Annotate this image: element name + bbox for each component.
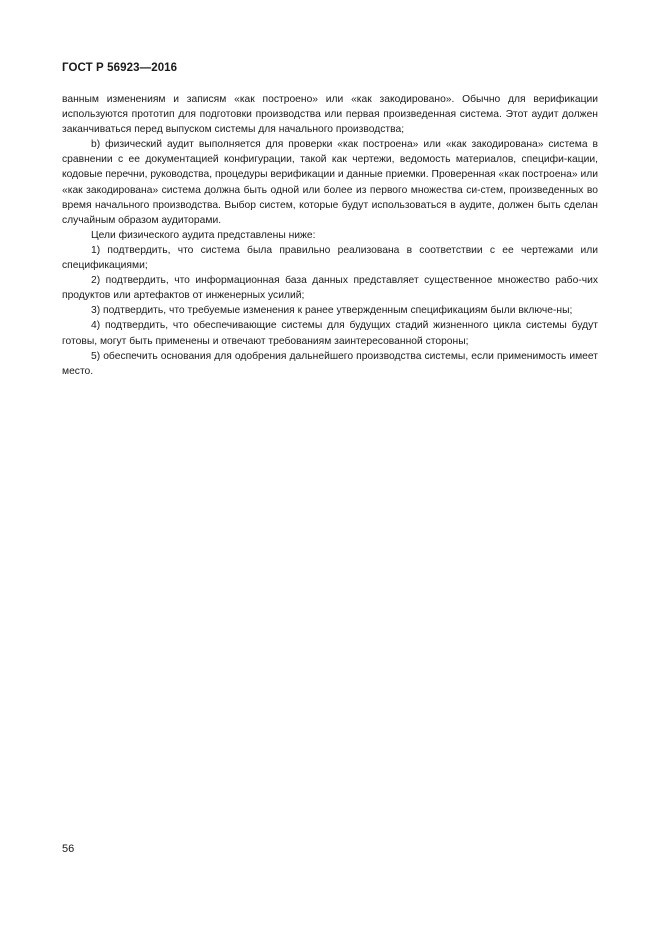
list-item-3: 3) подтвердить, что требуемые изменения к ранее утвержденным спецификациям были включе-ны; xyxy=(91,305,573,317)
page-number: 56 xyxy=(62,843,75,855)
paragraph-item-b: b) физический аудит выполняется для проверки «как построена» или «как закодирована» система в сравнении с ее документацией конфигурации, такой как чертежи, ведомость материалов, специфи-кации, кодовые перечни, руководства, процедуры верификации и данные приемки. Проверенная «как построена» или «как закодирована» система должна быть одной или более из первого множества си-стем, произведенных во время начального производства. Выбор систем, которые будут использоваться в аудите, должен быть сделан случайным образом аудиторами. xyxy=(62,139,598,226)
paragraph-continuation: ванным изменениям и записям «как построено» или «как закодировано». Обычно для верификации используются прототип для подготовки производства или первая произведенная система. Этот аудит должен заканчиваться перед выпуском системы для начального производства; xyxy=(62,94,598,136)
list-item-1: 1) подтвердить, что система была правильно реализована в соответствии с ее чертежами или спецификациями; xyxy=(62,244,598,272)
list-item-2: 2) подтвердить, что информационная база данных представляет существенное множество рабо-чих продуктов или артефактов от инженерных усилий; xyxy=(62,275,598,302)
list-item-4: 4) подтвердить, что обеспечивающие системы для будущих стадий жизненного цикла системы будут готовы, могут быть применены и отвечают требованиям заинтересованной стороны; xyxy=(62,320,598,347)
document-code-header: ГОСТ Р 56923—2016 xyxy=(62,62,178,74)
document-body xyxy=(62,92,598,379)
paragraph-goals-intro: Цели физического аудита представлены ниже: xyxy=(91,229,316,241)
list-item-5: 5) обеспечить основания для одобрения дальнейшего производства системы, если применимость имеет место. xyxy=(62,350,598,377)
